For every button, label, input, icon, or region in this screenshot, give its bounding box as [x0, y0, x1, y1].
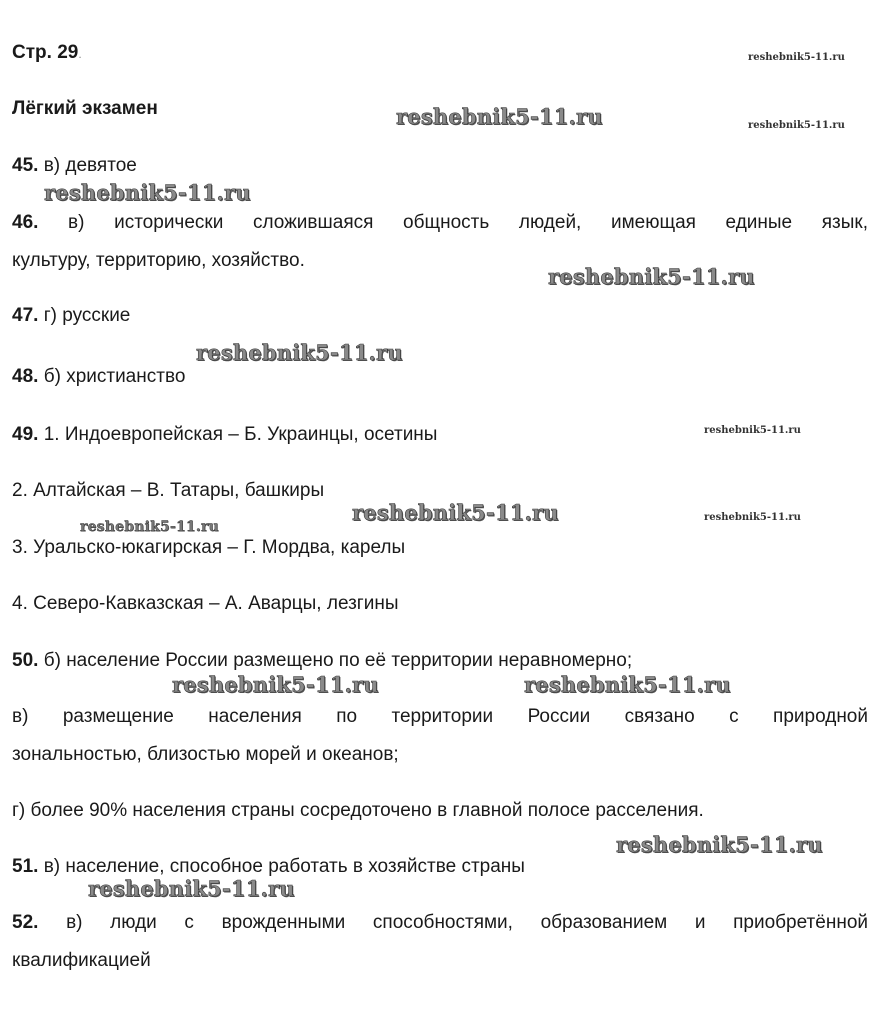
watermark: reshebnik5-11.ru [196, 340, 403, 365]
page-number: Стр. 29. [12, 42, 82, 63]
answer-45: 45. в) девятое [12, 155, 137, 176]
answer-49-item-2: 2. Алтайская – В. Татары, башкиры [12, 480, 325, 501]
answer-49: 49. 1. Индоевропейская – Б. Украинцы, осетины [12, 424, 438, 445]
watermark: reshebnik5-11.ru [704, 512, 801, 523]
answer-51: 51. в) население, способное работать в хозяйстве страны [12, 856, 525, 877]
section-title: Лёгкий экзамен [12, 98, 158, 119]
watermark: reshebnik5-11.ru [704, 425, 801, 436]
watermark: reshebnik5-11.ru [396, 104, 603, 129]
answer-52-line2: квалификацией [12, 950, 151, 971]
answer-48: 48. б) христианство [12, 366, 186, 387]
watermark: reshebnik5-11.ru [524, 672, 731, 697]
watermark: reshebnik5-11.ru [88, 876, 295, 901]
answer-49-item-4: 4. Северо-Кавказская – А. Аварцы, лезгины [12, 593, 399, 614]
watermark: reshebnik5-11.ru [172, 672, 379, 697]
answer-50-v-line2: зональностью, близостью морей и океанов; [12, 744, 399, 765]
watermark: reshebnik5-11.ru [748, 120, 845, 131]
answer-50: 50. б) население России размещено по её территории неравномерно; [12, 650, 633, 671]
watermark: reshebnik5-11.ru [748, 52, 845, 63]
watermark: reshebnik5-11.ru [80, 519, 219, 535]
watermark: reshebnik5-11.ru [616, 832, 823, 857]
watermark: reshebnik5-11.ru [352, 500, 559, 525]
watermark: reshebnik5-11.ru [548, 264, 755, 289]
answer-46-line2: культуру, территорию, хозяйство. [12, 250, 305, 271]
answer-50-v-line1: в) размещение населения по территории России связано с природной [12, 706, 868, 727]
watermark: reshebnik5-11.ru [44, 180, 251, 205]
answer-49-item-3: 3. Уральско-юкагирская – Г. Мордва, карелы [12, 537, 406, 558]
answer-47: 47. г) русские [12, 305, 131, 326]
answer-46-line1: 46. в) исторически сложившаяся общность людей, имеющая единые язык, [12, 212, 868, 233]
answer-52-line1: 52. в) люди с врожденными способностями, образованием и приобретённой [12, 912, 868, 933]
answer-50-g: г) более 90% населения страны сосредоточено в главной полосе расселения. [12, 800, 704, 821]
